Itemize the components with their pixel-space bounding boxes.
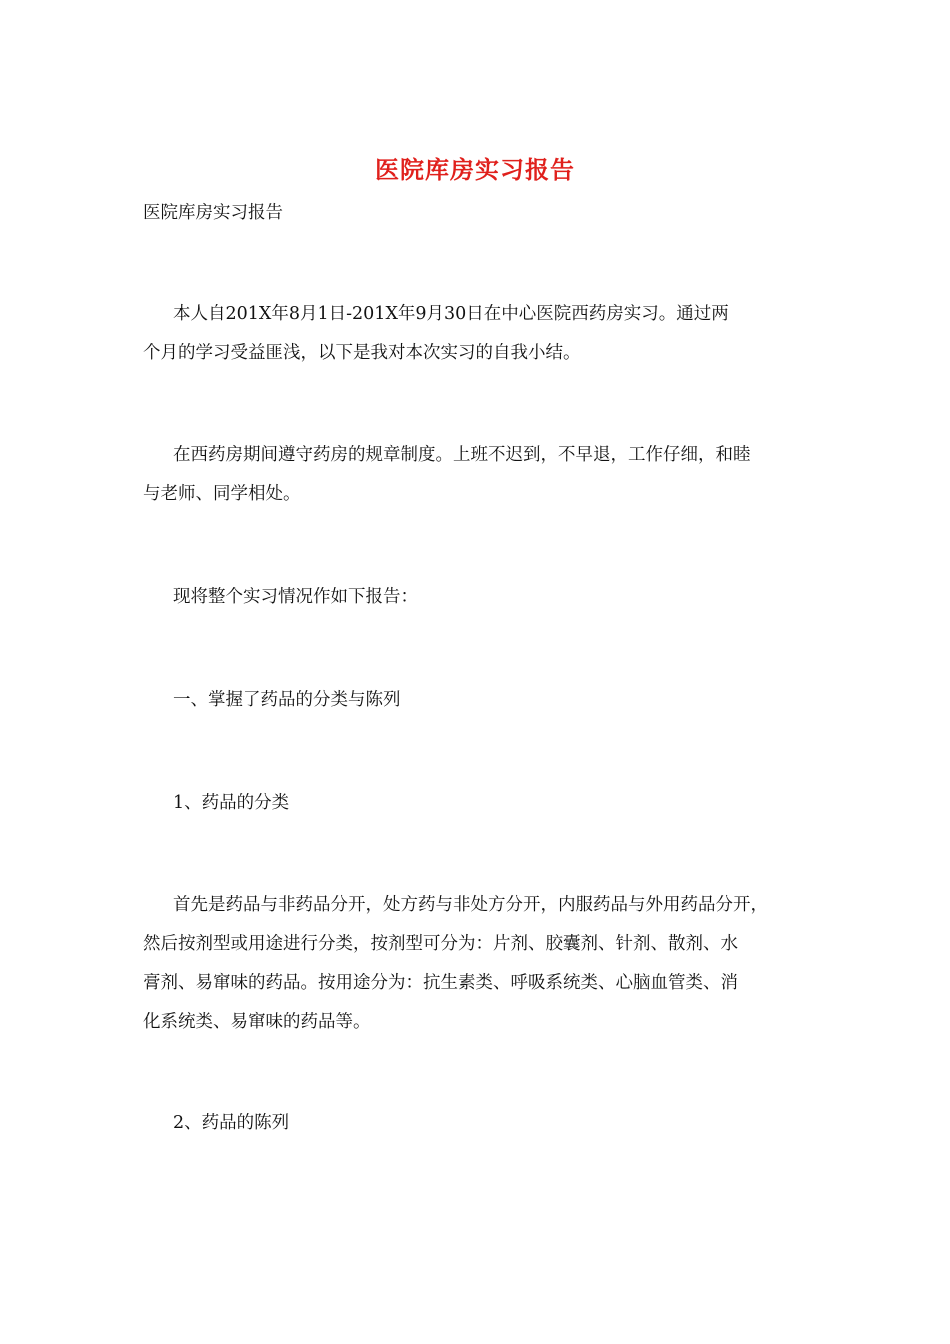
document-subtitle: 医院库房实习报告 <box>143 203 283 223</box>
paragraph-3-line-1: 现将整个实习情况作如下报告： <box>173 587 418 607</box>
document-title: 医院库房实习报告 <box>375 155 575 184</box>
paragraph-1-line-2: 个月的学习受益匪浅，以下是我对本次实习的自我小结。 <box>143 343 581 363</box>
paragraph-4-line-1: 首先是药品与非药品分开，处方药与非处方分开，内服药品与外用药品分开， <box>173 895 768 915</box>
subsection-heading-1: 1、药品的分类 <box>173 793 290 813</box>
paragraph-2-line-2: 与老师、同学相处。 <box>143 484 301 504</box>
paragraph-4-line-3: 膏剂、易窜味的药品。按用途分为：抗生素类、呼吸系统类、心脑血管类、消 <box>143 973 738 993</box>
paragraph-2-line-1: 在西药房期间遵守药房的规章制度。上班不迟到，不早退，工作仔细，和睦 <box>173 445 751 465</box>
paragraph-4-line-2: 然后按剂型或用途进行分类，按剂型可分为：片剂、胶囊剂、针剂、散剂、水 <box>143 934 738 954</box>
paragraph-1-line-1: 本人自201X年8月1日-201X年9月30日在中心医院西药房实习。通过两 <box>173 304 729 324</box>
paragraph-4-line-4: 化系统类、易窜味的药品等。 <box>143 1012 371 1032</box>
section-heading-1: 一、掌握了药品的分类与陈列 <box>173 690 401 710</box>
subsection-heading-2: 2、药品的陈列 <box>173 1113 290 1133</box>
